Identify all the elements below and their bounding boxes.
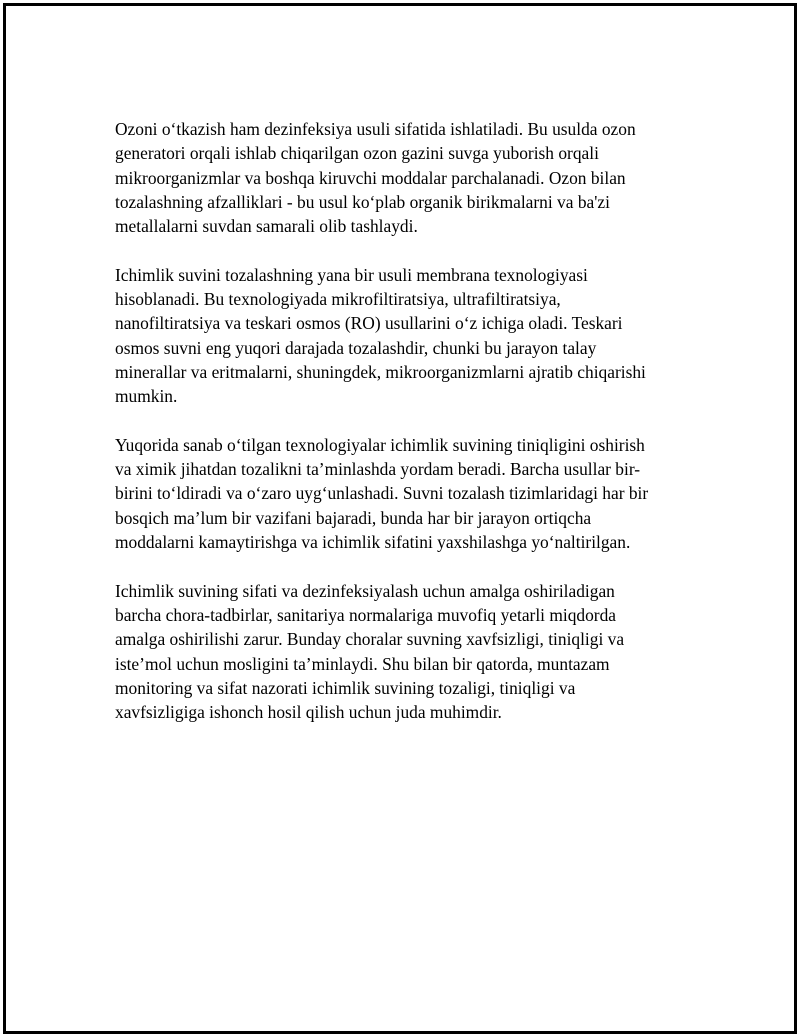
text-line: Yuqorida sanab o‘tilgan texnologiyalar ichimlik suvining tiniqligini oshirish (115, 434, 645, 455)
text-line: Ichimlik suvini tozalashning yana bir usuli membrana texnologiyasi (115, 264, 588, 285)
paragraph-ozone (115, 117, 690, 238)
text-line: bosqich ma’lum bir vazifani bajaradi, bunda har bir jarayon ortiqcha (115, 507, 592, 528)
text-line: birini to‘ldiradi va o‘zaro uyg‘unlashadi. Suvni tozalash tizimlaridagi har bir (115, 483, 649, 504)
text-line: minerallar va eritmalarni, shuningdek, mikroorganizmlarni ajratib chiqarishi (115, 361, 646, 382)
text-line: osmos suvni eng yuqori darajada tozalashdir, chunki bu jarayon talay (115, 337, 597, 358)
text-line: mikroorganizmlar va boshqa kiruvchi moddalar parchalanadi. Ozon bilan (115, 167, 626, 188)
text-line: amalga oshirilishi zarur. Bunday choralar suvning xavfsizligi, tiniqligi va (115, 629, 625, 650)
text-line: nanofiltiratsiya va teskari osmos (RO) usullarini o‘z ichiga oladi. Teskari (115, 313, 623, 334)
text-line: generatori orqali ishlab chiqarilgan ozon gazini suvga yuborish orqali (115, 143, 599, 164)
text-line: Ozoni o‘tkazish ham dezinfeksiya usuli sifatida ishlatiladi. Bu usulda ozon (115, 119, 636, 139)
text-line: mumkin. (115, 386, 178, 407)
paragraph-membrane (115, 263, 690, 409)
document-body (115, 117, 690, 749)
text-line: monitoring va sifat nazorati ichimlik suvining tozaligi, tiniqligi va (115, 677, 576, 698)
paragraph-technologies (115, 433, 690, 554)
text-line: moddalarni kamaytirishga va ichimlik sifatini yaxshilashga yo‘naltirilgan. (115, 532, 631, 553)
text-line: xavfsizligiga ishonch hosil qilish uchun juda muhimdir. (115, 702, 502, 723)
text-line: iste’mol uchun mosligini ta’minlaydi. Shu bilan bir qatorda, muntazam (115, 653, 610, 674)
text-line: tozalashning afzalliklari - bu usul ko‘plab organik birikmalarni va ba'zi (115, 191, 610, 212)
text-line: hisoblanadi. Bu texnologiyada mikrofiltiratsiya, ultrafiltiratsiya, (115, 289, 561, 310)
text-line: Ichimlik suvining sifati va dezinfeksiyalash uchun amalga oshiriladigan (115, 580, 615, 601)
text-line: metallalarni suvdan samarali olib tashlaydi. (115, 216, 418, 237)
text-line: va ximik jihatdan tozalikni ta’minlashda yordam beradi. Barcha usullar bir- (115, 459, 641, 480)
paragraph-quality (115, 579, 690, 725)
text-line: barcha chora-tadbirlar, sanitariya normalariga muvofiq yetarli miqdorda (115, 604, 617, 625)
